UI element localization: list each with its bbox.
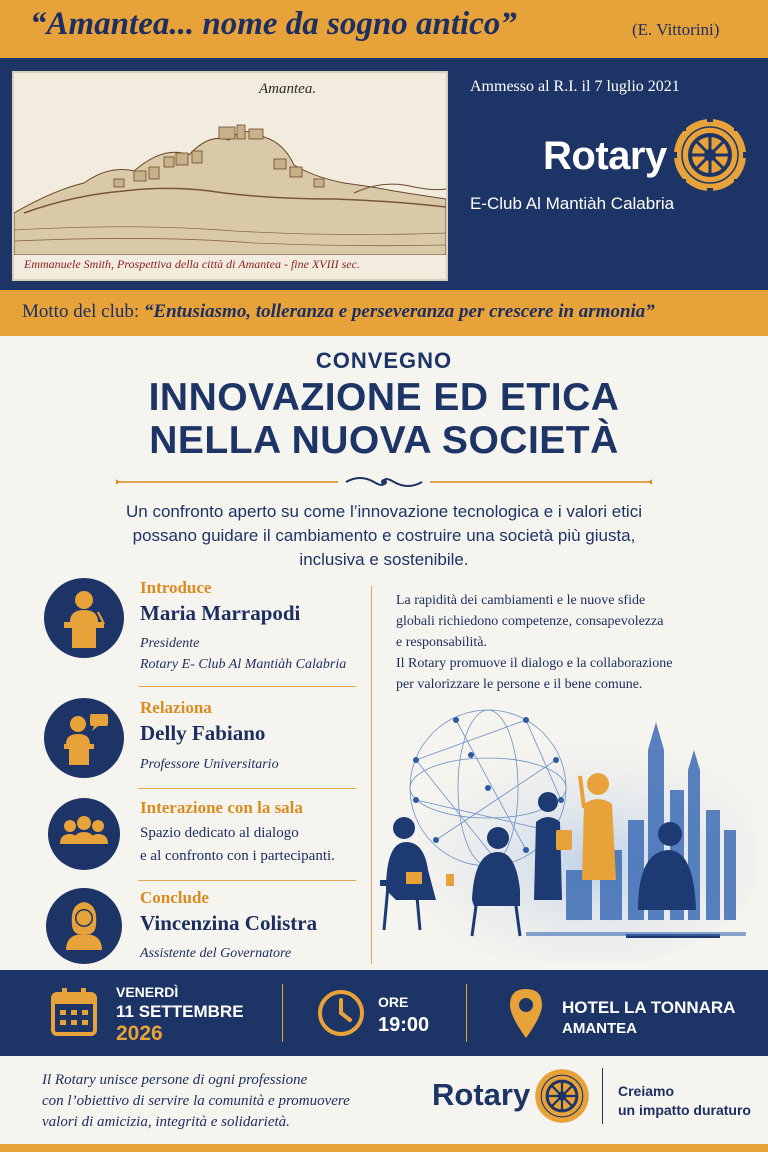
program-icon-circle	[48, 798, 120, 870]
event-title-line1: INNOVAZIONE ED ETICA	[148, 376, 620, 419]
motto-label: Motto del club:	[22, 301, 144, 322]
program-separator	[138, 788, 356, 789]
program-person-name: Delly Fabiano	[140, 721, 266, 745]
program-desc: Presidente	[140, 636, 200, 651]
time-label: ORE	[378, 994, 409, 1010]
people-network-city-illustration	[376, 700, 754, 962]
footer-tagline	[618, 1082, 751, 1120]
footer-line: valori di amicizia, integrità e solidarietà.	[42, 1114, 290, 1130]
footer-line: Il Rotary unisce persone di ogni professione	[42, 1072, 308, 1088]
event-intro	[100, 500, 668, 572]
event-time: 19:00	[378, 1014, 430, 1036]
motto-text: “Entusiasmo, tolleranza e perseveranza per crescere in armonia”	[143, 301, 655, 322]
program-role: Introduce	[140, 578, 212, 597]
footer-line: con l’obiettivo di servire la comunità e promuovere	[42, 1093, 350, 1109]
event-title-line2: NELLA NUOVA SOCIETÀ	[149, 419, 619, 462]
description-line: La rapidità dei cambiamenti e le nuove sfide	[396, 593, 646, 608]
rotary-wheel-icon	[671, 116, 749, 194]
calendar-icon	[50, 986, 98, 1036]
program-item-relaziona	[44, 698, 356, 782]
program-role: Relaziona	[140, 698, 212, 717]
description-line: e responsabilità.	[396, 635, 487, 650]
program-person-name: Maria Marrapodi	[140, 601, 301, 625]
historic-engraving	[12, 71, 448, 281]
intro-line: inclusiva e sostenibile.	[299, 550, 469, 569]
details-separator	[466, 984, 467, 1042]
event-year: 2026	[116, 1022, 163, 1045]
program-separator	[138, 880, 356, 881]
club-motto	[22, 301, 655, 323]
footer	[0, 1056, 768, 1144]
program-role: Interazione con la sala	[140, 798, 303, 817]
footer-rotary-logo-text: Rotary	[432, 1077, 531, 1112]
speaker-podium-icon	[44, 578, 124, 658]
description-line: globali richiedono competenze, consapevolezza	[396, 614, 664, 629]
rotary-wheel-icon	[533, 1067, 591, 1125]
program-desc: Rotary E- Club Al Mantiàh Calabria	[140, 657, 347, 672]
event-title	[0, 376, 768, 462]
rotary-logo-text: Rotary	[543, 134, 667, 178]
location-pin-icon	[506, 986, 546, 1040]
event-details-bar	[0, 970, 768, 1056]
club-name: E-Club Al Mantiàh Calabria	[470, 194, 675, 213]
description-text	[396, 590, 736, 695]
description-line: Il Rotary promuove il dialogo e la collaborazione	[396, 656, 673, 671]
amantea-hill-illustration	[14, 95, 446, 255]
lecturer-speech-icon	[44, 698, 124, 778]
program-desc: Spazio dedicato al dialogo	[140, 825, 299, 841]
intro-line: Un confronto aperto su come l’innovazione tecnologica e i valori etici	[126, 502, 642, 521]
banner-author: (E. Vittorini)	[632, 20, 720, 39]
program-item-interazione	[44, 798, 356, 878]
engraving-caption: Emmanuele Smith, Prospettiva della città di Amantea - fine XVIII sec.	[24, 257, 360, 271]
intro-line: possano guidare il cambiamento e costruire una società più giusta,	[132, 526, 636, 545]
footer-divider	[602, 1068, 603, 1124]
column-separator	[371, 586, 372, 964]
program-icon-circle	[44, 578, 124, 658]
program-role: Conclude	[140, 888, 209, 907]
header	[0, 58, 768, 290]
bottom-accent-band	[0, 1144, 768, 1152]
program-icon-circle	[44, 698, 124, 778]
program-desc: e al confronto con i partecipanti.	[140, 848, 335, 864]
admission-date: Ammesso al R.I. il 7 luglio 2021	[470, 78, 680, 95]
program-person-name: Vincenzina Colistra	[140, 911, 318, 935]
clock-icon	[316, 988, 366, 1038]
program-desc: Assistente del Governatore	[140, 946, 292, 961]
program-item-introduce	[44, 578, 356, 678]
woman-avatar-icon	[46, 888, 122, 964]
ornament-divider-icon	[116, 474, 652, 490]
event-kind: CONVEGNO	[315, 348, 453, 373]
program-item-conclude	[44, 888, 356, 968]
motto-banner	[0, 290, 768, 336]
tagline-line: Creiamo	[618, 1083, 675, 1099]
description-line: per valorizzare le persone e il bene comune.	[396, 677, 643, 692]
footer-text	[42, 1070, 422, 1133]
event-date: 11 SETTEMBRE	[116, 1002, 244, 1021]
audience-group-icon	[48, 798, 120, 870]
venue-city: AMANTEA	[562, 1020, 637, 1037]
quote-banner	[0, 0, 768, 58]
program-icon-circle	[46, 888, 122, 964]
tagline-line: un impatto duraturo	[618, 1102, 751, 1118]
event-day: VENERDÌ	[116, 984, 179, 1000]
program-separator	[138, 686, 356, 687]
venue-name: HOTEL LA TONNARA	[562, 998, 736, 1017]
program-desc: Professore Universitario	[140, 757, 279, 772]
details-separator	[282, 984, 283, 1042]
engraving-title: Amantea.	[259, 81, 317, 97]
banner-quote: “Amantea... nome da sogno antico”	[30, 6, 517, 42]
